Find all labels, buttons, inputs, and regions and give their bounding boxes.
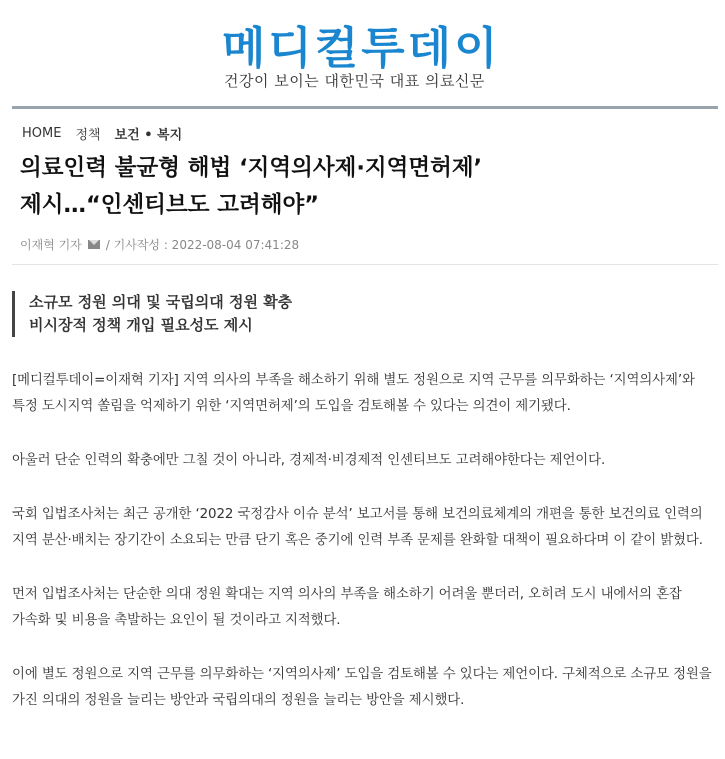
breadcrumb-policy[interactable]: 정책 — [75, 128, 101, 143]
meta-divider — [12, 264, 718, 265]
header-divider — [12, 106, 718, 109]
masthead — [0, 0, 725, 110]
article-paragraph: 아울러 단순 인력의 확충에만 그칠 것이 아니라, 경제적·비경제적 인센티브도 고려해야한다는 제언이다. — [12, 453, 606, 468]
headline-line-2: 제시…“인센티브도 고려해야” — [20, 192, 319, 218]
subhead-line-1: 소규모 정원 의대 및 국립의대 정원 확충 — [29, 293, 293, 311]
site-tagline: 건강이 보이는 대한민국 대표 의료신문 — [224, 72, 485, 90]
article-paragraph: 먼저 입법조사처는 단순한 의대 정원 확대는 지역 의사의 부족을 해소하기 어려울 뿐더러, 오히려 도시 내에서의 혼잡 가속화 및 비용을 촉발하는 요인이 될 것이라고 지적했다. — [12, 587, 682, 628]
publish-date: / 기사작성 : 2022-08-04 07:41:28 — [105, 238, 300, 252]
site-logo[interactable]: 메디컬투데이 — [222, 23, 501, 74]
breadcrumb-home[interactable]: HOME — [22, 126, 62, 141]
author-name[interactable]: 이재혁 기자 — [20, 238, 82, 252]
breadcrumb-health-welfare[interactable]: 보건 • 복지 — [114, 128, 183, 143]
article-paragraph: 국회 입법조사처는 최근 공개한 ‘2022 국정감사 이슈 분석’ 보고서를 통해 보건의료체계의 개편을 통한 보건의료 인력의 지역 분산·배치는 장기간이 소요되는 만큼 단기 혹은 중기에 인력 부족 문제를 완화할 대책이 필요하다며 이 같이 밝혔다. — [12, 507, 703, 548]
headline-line-1: 의료인력 불균형 해법 ‘지역의사제·지역면허제’ — [20, 155, 483, 181]
article-subhead — [12, 291, 292, 337]
article-paragraph: 이에 별도 정원으로 지역 근무를 의무화하는 ‘지역의사제’ 도입을 검토해볼 수 있다는 제언이다. 구체적으로 소규모 정원을 가진 의대의 정원을 늘리는 방안과 국립의대의 정원을 늘리는 방안을 제시했다. — [12, 667, 712, 708]
article-paragraph: [메디컬투데이=이재혁 기자] 지역 의사의 부족을 해소하기 위해 별도 정원으로 지역 근무를 의무화하는 ‘지역의사제’와 특정 도시지역 쏠림을 억제하기 위한 ‘지역면허제’의 도입을 검토해볼 수 있다는 의견이 제기됐다. — [12, 373, 695, 414]
mail-icon[interactable] — [88, 240, 100, 249]
article-body — [12, 368, 716, 742]
subhead-line-2: 비시장적 정책 개입 필요성도 제시 — [29, 316, 253, 334]
breadcrumb — [22, 124, 182, 143]
article-meta — [20, 236, 299, 253]
article-headline — [20, 150, 710, 224]
